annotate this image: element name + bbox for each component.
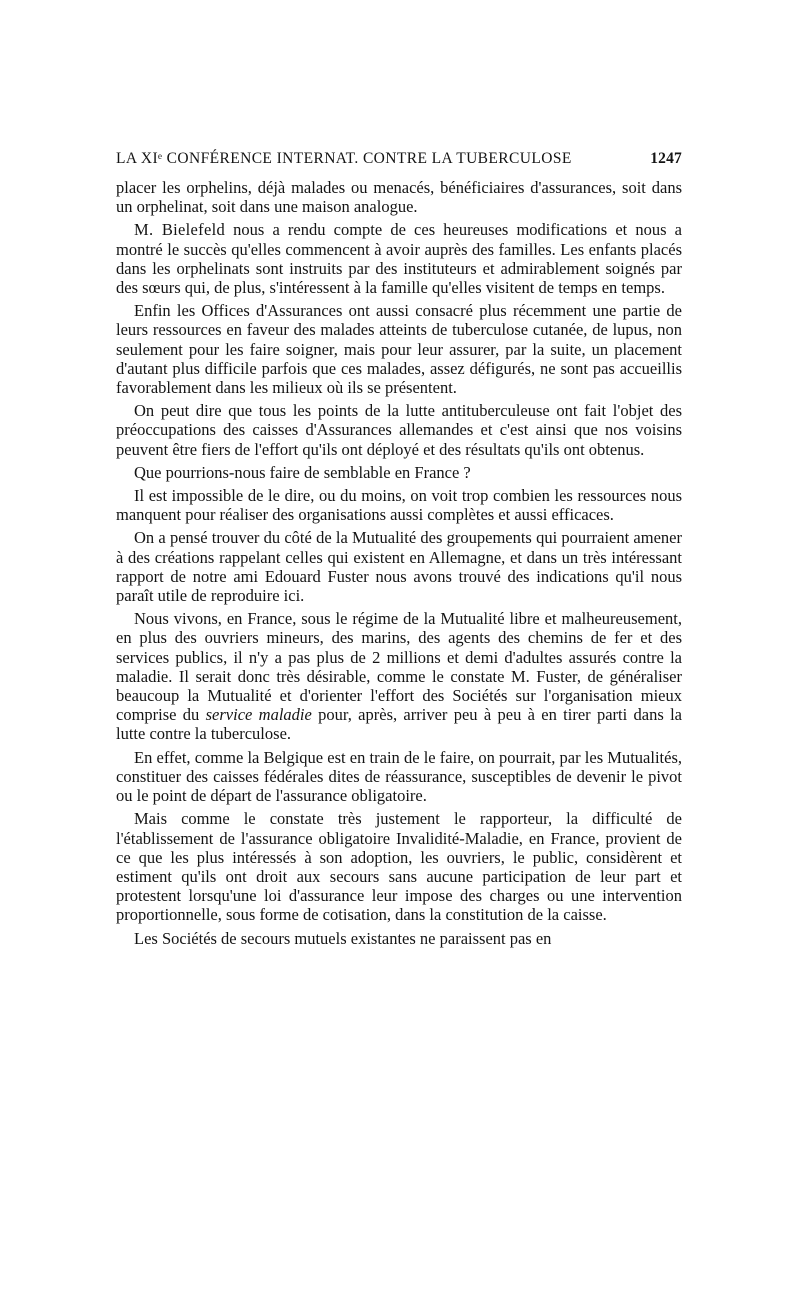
- paragraph-text: Nous vivons, en France, sous le régime de la Mutualité libre et malheureusement, en plus des ouvriers mineurs, des marins, des agents des chemins de fer et des services publics, il n'y a pas plus de 2 millions et demi d'adultes assurés contre la maladie. Il serait donc très désirable, comme le constate M. Fuster, de généraliser beaucoup la Mutualité et d'orienter l'effort des Sociétés sur l'organisation mieux comprise du: [116, 609, 682, 725]
- paragraph: On peut dire que tous les points de la lutte antituberculeuse ont fait l'objet des préoccupations des caisses d'Assurances allemandes et c'est ainsi que nos voisins peuvent être fiers de l'effort qu'ils ont déployé et des résultats qu'ils ont obtenus.: [116, 401, 682, 459]
- body-text: [116, 178, 682, 948]
- italic-term: service maladie: [205, 705, 312, 725]
- paragraph: On a pensé trouver du côté de la Mutualité des groupements qui pourraient amener à des créations rappelant celles qui existent en Allemagne, et dans un très intéressant rapport de notre ami Edouard Fuster nous avons trouvé des indications qu'il nous paraît utile de reproduire ici.: [116, 528, 682, 606]
- paragraph: [116, 609, 682, 743]
- running-title: LA XIᵉ CONFÉRENCE INTERNAT. CONTRE LA TUBERCULOSE: [116, 150, 572, 167]
- speaker-name: M. Bielefeld: [134, 220, 226, 240]
- paragraph: [116, 220, 682, 297]
- paragraph: Que pourrions-nous faire de semblable en France ?: [134, 462, 471, 482]
- paragraph-text: pour, après, arriver peu à peu à en tirer parti dans la lutte contre la tuberculose.: [116, 705, 682, 744]
- paragraph: Les Sociétés de secours mutuels existantes ne paraissent pas en: [134, 928, 552, 948]
- paragraph: En effet, comme la Belgique est en train de le faire, on pourrait, par les Mutualités, constituer des caisses fédérales dites de réassurance, susceptibles de devenir le pivot ou le point de départ de l'assurance obligatoire.: [116, 747, 682, 806]
- paragraph: Mais comme le constate très justement le rapporteur, la difficulté de l'établissement de l'assurance obligatoire Invalidité-Maladie, en France, provient de ce que les plus intéressés à son adoption, les ouvriers, le public, considèrent et estiment qu'ils ont droit aux secours sans aucune participation de leur part et protestent lorsqu'une loi d'assurance leur impose des charges ou une intervention proportionnelle, sous forme de cotisation, dans la constitution de la caisse.: [116, 809, 682, 925]
- running-header: [116, 150, 682, 168]
- paragraph-text: nous a rendu compte de ces heureuses modifications et nous a montré le succès qu'elles commencent à avoir auprès des familles. Les enfants placés dans les orphelinats sont instruits par des instituteurs et admirablement soignés par des sœurs qui, de plus, s'intéressent à la famille qu'elles visitent de temps en temps.: [116, 220, 682, 298]
- page-number: 1247: [650, 150, 682, 167]
- paragraph: Enfin les Offices d'Assurances ont aussi consacré plus récemment une partie de leurs ressources en faveur des malades atteints de tuberculose cutanée, de lupus, non seulement pour les faire soigner, mais pour leur assurer, par la suite, un placement d'autant plus difficile parfois que ces malades, assez défigurés, ne sont pas accueillis favorablement dans les milieux où ils se présentent.: [116, 301, 682, 398]
- document-page: [116, 150, 682, 952]
- paragraph: Il est impossible de le dire, ou du moins, on voit trop combien les ressources nous manquent pour réaliser des organisations aussi complètes et aussi efficaces.: [116, 486, 682, 525]
- paragraph: placer les orphelins, déjà malades ou menacés, bénéficiaires d'assurances, soit dans un orphelinat, soit dans une maison analogue.: [116, 178, 682, 217]
